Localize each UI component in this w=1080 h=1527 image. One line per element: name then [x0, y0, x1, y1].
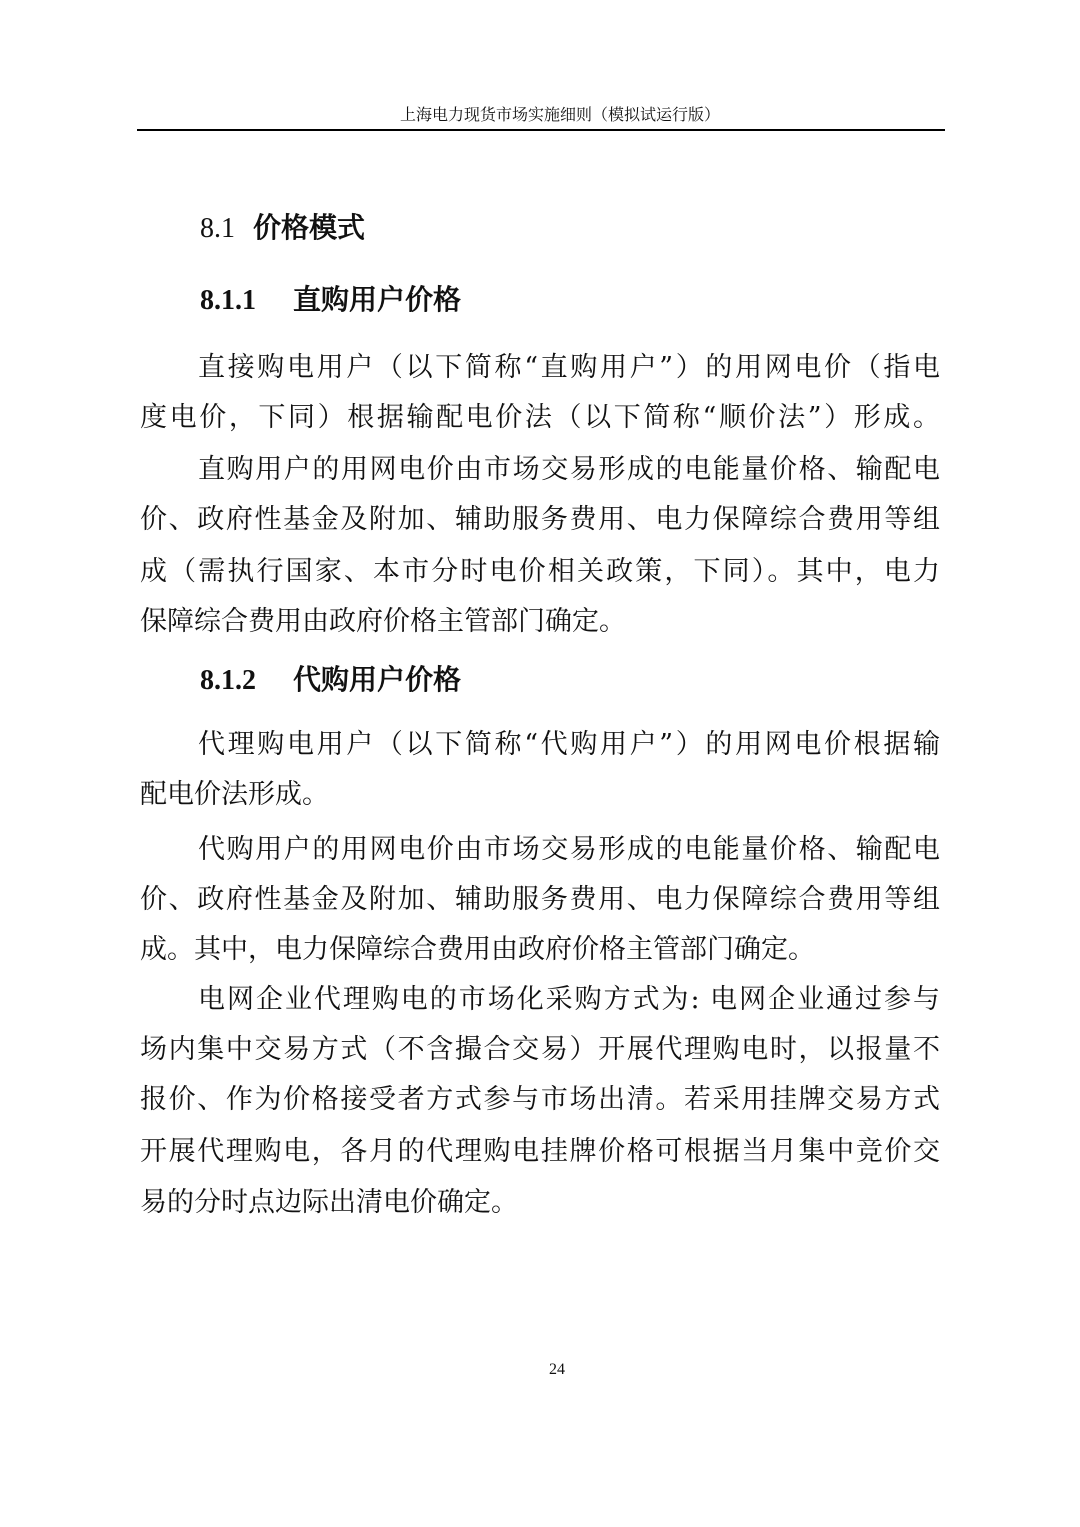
paragraph-line: 价、政府性基金及附加、辅助服务费用、电力保障综合费用等组 — [140, 884, 940, 915]
paragraph-line: 直接购电用户（以下简称“直购用户”）的用网电价（指电 — [198, 352, 940, 383]
paragraph-line: 保障综合费用由政府价格主管部门确定。 — [140, 606, 626, 637]
header-rule — [137, 129, 945, 131]
paragraph-line: 电网企业代理购电的市场化采购方式为: 电网企业通过参与 — [198, 984, 940, 1015]
paragraph-line: 报价、作为价格接受者方式参与市场出清。若采用挂牌交易方式 — [140, 1084, 940, 1115]
paragraph-line: 直购用户的用网电价由市场交易形成的电能量价格、输配电 — [198, 454, 940, 485]
subsection-heading — [200, 280, 461, 320]
subsection-title: 直购用户价格 — [293, 283, 462, 316]
running-header: 上海电力现货市场实施细则（模拟试运行版） — [399, 105, 720, 124]
paragraph-line: 易的分时点边际出清电价确定。 — [140, 1187, 518, 1218]
paragraph-line: 代理购电用户（以下简称“代购用户”）的用网电价根据输 — [198, 729, 940, 760]
subsection-number: 8.1.1 — [200, 285, 256, 316]
paragraph-line: 配电价法形成。 — [140, 779, 329, 810]
subsection-title: 代购用户价格 — [293, 663, 462, 696]
paragraph-line: 度电价，下同）根据输配电价法（以下简称“顺价法”）形成。 — [140, 402, 940, 433]
page-number: 24 — [549, 1361, 565, 1378]
paragraph-line: 开展代理购电，各月的代理购电挂牌价格可根据当月集中竞价交 — [140, 1136, 940, 1167]
paragraph-line: 价、政府性基金及附加、辅助服务费用、电力保障综合费用等组 — [140, 504, 940, 535]
paragraph-line: 成。其中，电力保障综合费用由政府价格主管部门确定。 — [140, 934, 815, 965]
section-title: 价格模式 — [253, 211, 366, 244]
paragraph-line: 代购用户的用网电价由市场交易形成的电能量价格、输配电 — [198, 834, 940, 865]
subsection-number: 8.1.2 — [200, 665, 256, 696]
paragraph-line: 成（需执行国家、本市分时电价相关政策，下同）。其中，电力 — [140, 556, 940, 587]
paragraph-line: 场内集中交易方式（不含撮合交易）开展代理购电时，以报量不 — [140, 1034, 940, 1065]
section-heading — [200, 208, 365, 248]
subsection-heading — [200, 660, 461, 700]
section-number: 8.1 — [200, 213, 235, 244]
